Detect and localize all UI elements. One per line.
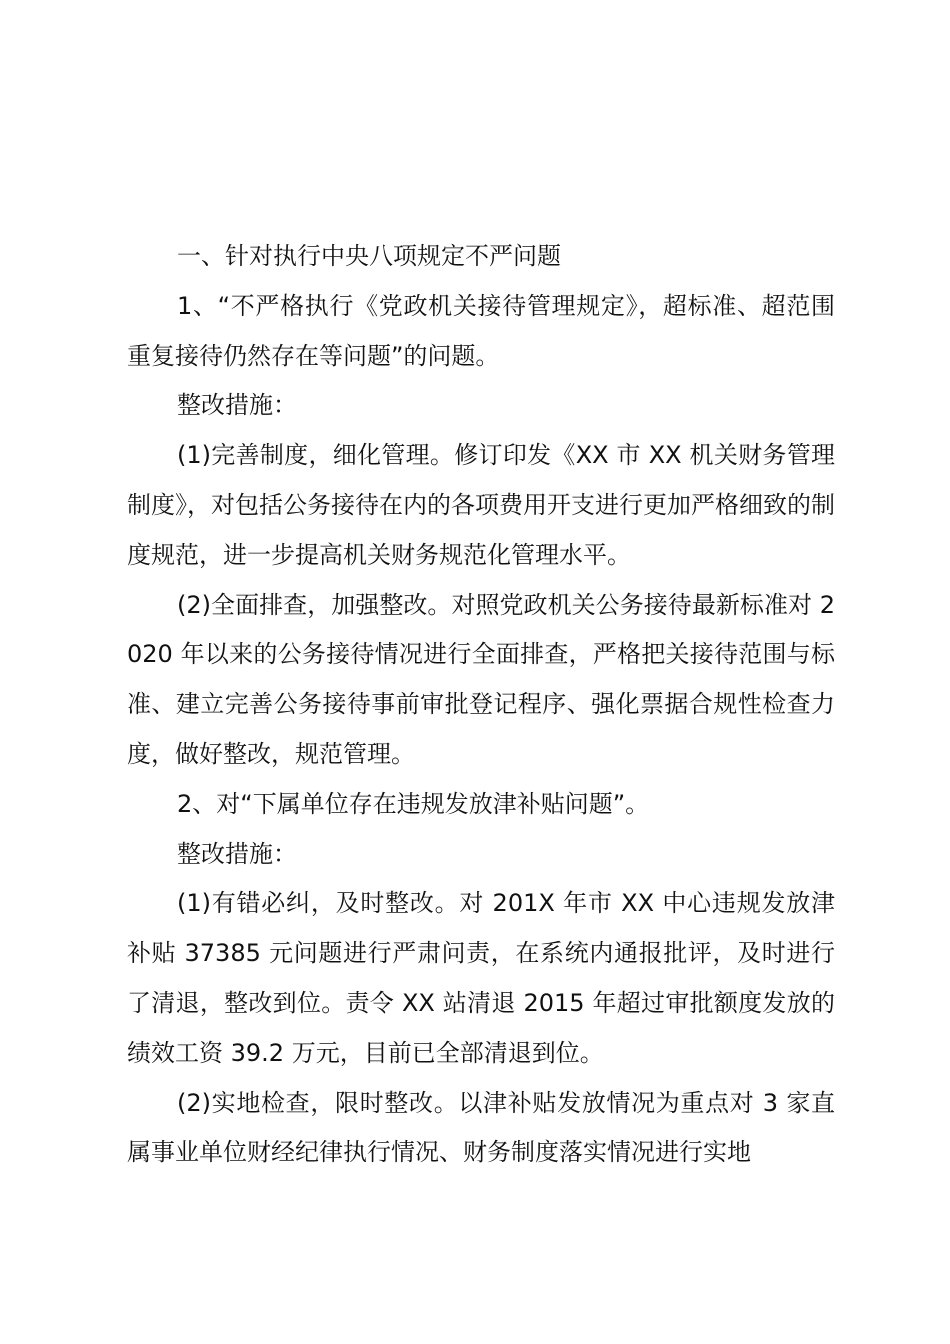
- measure-paragraph: (2)全面排查，加强整改。对照党政机关公务接待最新标准对 2020 年以来的公务接待情况进行全面排查，严格把关接待范围与标准、建立完善公务接待事前审批登记程序、强化票据合规性检查力度，做好整改，规范管理。: [127, 590, 835, 768]
- section-heading: 一、针对执行中央八项规定不严问题: [177, 242, 561, 270]
- document-body: [127, 232, 835, 1178]
- issue-item-2: 2、对“下属单位存在违规发放津补贴问题”。: [177, 789, 650, 818]
- issue-item-1: 1、“不严格执行《党政机关接待管理规定》，超标准、超范围重复接待仍然存在等问题”的问题。: [127, 291, 835, 370]
- measure-paragraph: (1)完善制度，细化管理。修订印发《XX 市 XX 机关财务管理制度》，对包括公务接待在内的各项费用开支进行更加严格细致的制度规范，进一步提高机关财务规范化管理水平。: [127, 441, 835, 569]
- measures-label: 整改措施：: [177, 391, 297, 420]
- measures-label: 整改措施：: [177, 839, 297, 868]
- measure-paragraph: (2)实地检查，限时整改。以津补贴发放情况为重点对 3 家直属事业单位财经纪律执行情况、财务制度落实情况进行实地: [127, 1088, 835, 1167]
- measure-paragraph: (1)有错必纠，及时整改。对 201X 年市 XX 中心违规发放津补贴 37385 元问题进行严肃问责，在系统内通报批评，及时进行了清退，整改到位。责令 XX 站清退 2015 年超过审批额度发放的绩效工资 39.2 万元，目前已全部清退到位。: [127, 889, 835, 1067]
